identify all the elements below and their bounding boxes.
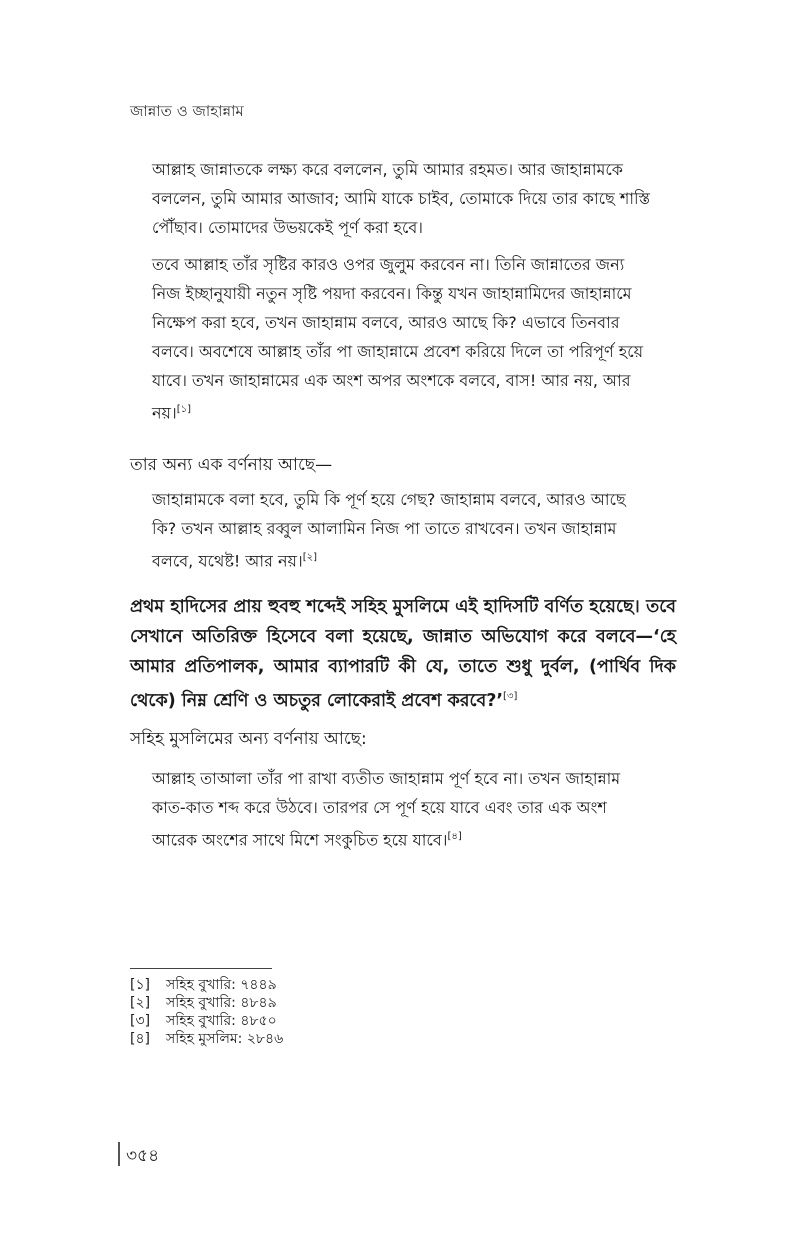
footnote-item xyxy=(130,976,283,994)
quote-1-paragraph-2 xyxy=(152,250,652,427)
footnote-item xyxy=(130,1012,283,1030)
footnote-number: [২] xyxy=(130,995,151,1011)
footnote-ref-2[interactable]: [২] xyxy=(302,552,317,563)
running-header: জান্নাত ও জাহান্নাম xyxy=(130,102,244,120)
footnote-number: [১] xyxy=(130,977,151,993)
quote-block-2 xyxy=(152,485,652,575)
bold-paragraph-text: প্রথম হাদিসের প্রায় হুবহু শব্দেই সহিহ মুসলিমে এই হাদিসটি বর্ণিত হয়েছে। তবে সেখানে অতিরিক্ত হিসেবে বলা হয়েছে, জান্নাত অভিযোগ করে বলবে—‘হে আমার প্রতিপালক, আমার ব্যাপারটি কী যে, তাতে শুধু দুর্বল, (পার্থিব দিক থেকে) নিম্ন শ্রেণি ও অচতুর লোকেরাই প্রবেশ করবে?’ xyxy=(130,597,676,711)
quote-3-text: আল্লাহ তাআলা তাঁর পা রাখা ব্যতীত জাহান্নাম পূর্ণ হবে না। তখন জাহান্নাম কাত-কাত শব্দ করে উঠবে। তারপর সে পূর্ণ হয়ে যাবে এবং তার এক অংশ আরেক অংশের সাথে মিশে সংকুচিত হয়ে যাবে। xyxy=(152,769,621,850)
footnote-text: সহিহ বুখারি: ৭৪৪৯ xyxy=(166,977,277,993)
footnote-item xyxy=(130,994,283,1012)
lead-line-1: তার অন্য এক বর্ণনায় আছে— xyxy=(130,455,333,475)
footnote-ref-1[interactable]: [১] xyxy=(176,404,191,415)
page-number-bar xyxy=(118,1142,120,1166)
footnote-item xyxy=(130,1030,283,1048)
footnote-number: [৩] xyxy=(130,1013,151,1029)
page-number: ৩৫৪ xyxy=(126,1146,160,1166)
bold-paragraph xyxy=(130,592,676,716)
footnote-text: সহিহ বুখারি: ৪৮৪৯ xyxy=(166,995,277,1011)
quote-1-paragraph-1: আল্লাহ জান্নাতকে লক্ষ্য করে বললেন, তুমি আমার রহমত। আর জাহান্নামকে বললেন, তুমি আমার আজাব; আমি যাকে চাইব, তোমাকে দিয়ে তার কাছে শাস্তি পৌঁছাব। তোমাদের উভয়কেই পূর্ণ করা হবে। xyxy=(152,160,651,237)
footnote-ref-4[interactable]: [৪] xyxy=(447,831,462,842)
lead-line-2: সহিহ মুসলিমের অন্য বর্ণনায় আছে: xyxy=(130,729,367,749)
quote-3-paragraph xyxy=(152,764,652,854)
quote-block-3 xyxy=(152,764,652,854)
footnote-divider xyxy=(130,968,272,969)
footnote-text: সহিহ বুখারি: ৪৮৫০ xyxy=(166,1013,277,1029)
quote-2-text: জাহান্নামকে বলা হবে, তুমি কি পূর্ণ হয়ে গেছ? জাহান্নাম বলবে, আরও আছে কি? তখন আল্লাহ রব্বুল আলামিন নিজ পা তাতে রাখবেন। তখন জাহান্নাম বলবে, যথেষ্ট! আর নয়। xyxy=(152,490,626,571)
quote-block-1 xyxy=(152,155,652,427)
quote-1-paragraph-2-text: তবে আল্লাহ তাঁর সৃষ্টির কারও ওপর জুলুম করবেন না। তিনি জান্নাতের জন্য নিজ ইচ্ছানুযায়ী নতুন সৃষ্টি পয়দা করবেন। কিন্তু যখন জাহান্নামিদের জাহান্নামে নিক্ষেপ করা হবে, তখন জাহান্নাম বলবে, আরও আছে কি? এভাবে তিনবার বলবে। অবশেষে আল্লাহ তাঁর পা জাহান্নামে প্রবেশ করিয়ে দিলে তা পরিপূর্ণ হয়ে যাবে। তখন জাহান্নামের এক অংশ অপর অংশকে বলবে, বাস! আর নয়, আর নয়। xyxy=(152,255,644,423)
footnote-number: [৪] xyxy=(130,1031,151,1047)
footnotes xyxy=(130,976,283,1048)
footnote-ref-3[interactable]: [৩] xyxy=(503,691,518,702)
quote-2-paragraph xyxy=(152,485,652,575)
footnote-text: সহিহ মুসলিম: ২৮৪৬ xyxy=(166,1031,284,1047)
